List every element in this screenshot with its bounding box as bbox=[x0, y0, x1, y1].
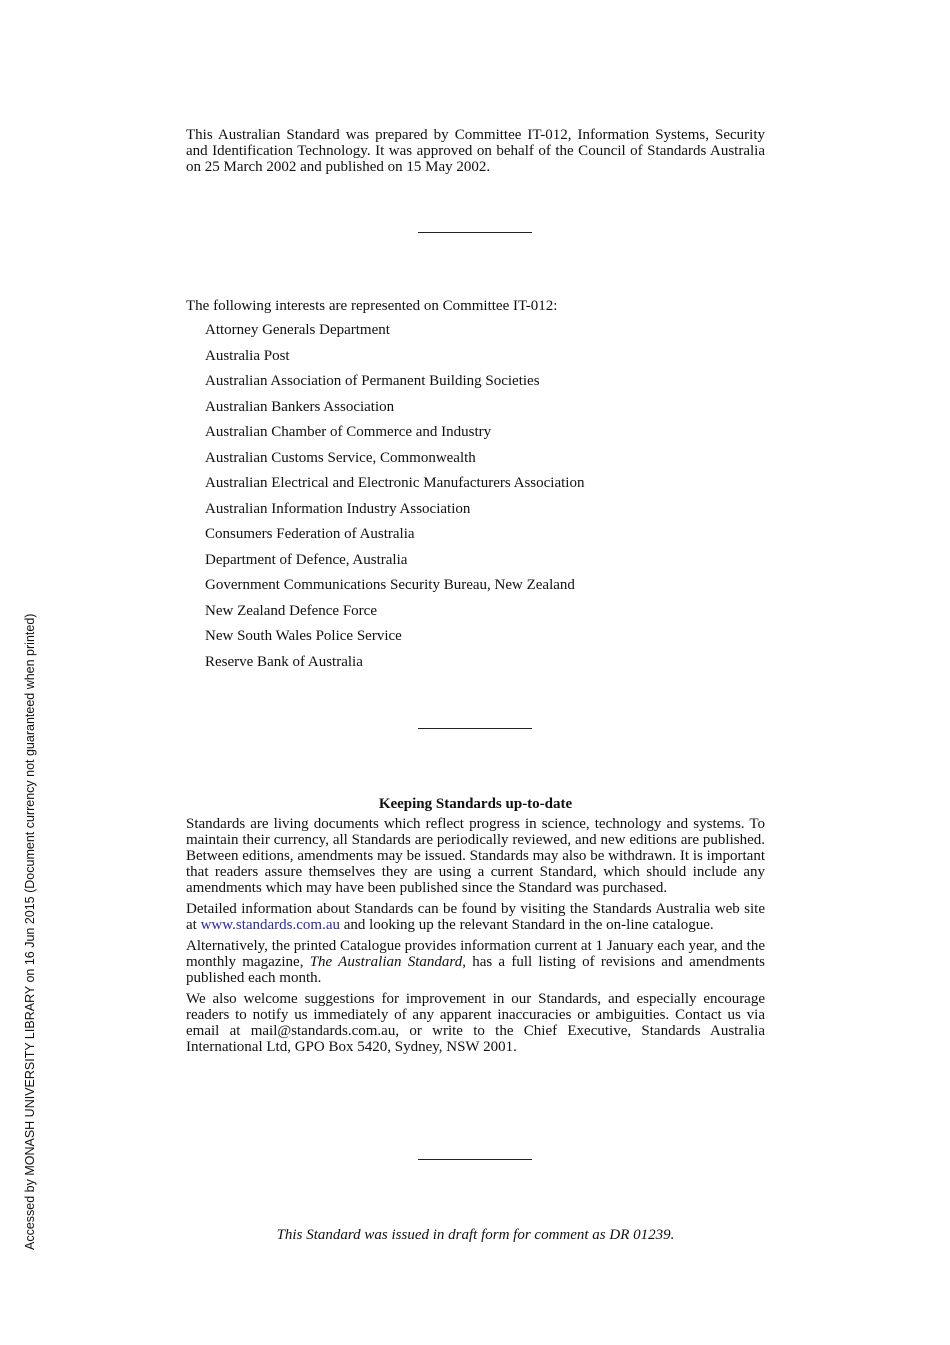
keeping-paragraph-1: Standards are living documents which reflect progress in science, technology and systems. To maintain their currency, all Standards are periodically reviewed, and new editions are published. Between editions, amendments may be issued. Standards may also be withdrawn. It is important that readers assure themselves they are using a current Standard, which should include any amendments which may have been published since the Standard was purchased. bbox=[186, 816, 765, 896]
access-watermark: Accessed by MONASH UNIVERSITY LIBRARY on 16 Jun 2015 (Document currency not guaranteed when printed) bbox=[23, 613, 37, 1250]
list-item: Department of Defence, Australia bbox=[205, 551, 408, 568]
list-item: Government Communications Security Bureau, New Zealand bbox=[205, 577, 575, 593]
list-item: Consumers Federation of Australia bbox=[205, 526, 415, 542]
list-item: Australian Electrical and Electronic Manufacturers Association bbox=[205, 475, 585, 491]
paragraph-text: , has a full listing of revisions and amendments published each month. bbox=[186, 954, 765, 986]
list-item: Reserve Bank of Australia bbox=[205, 653, 363, 670]
list-item: Australian Chamber of Commerce and Industry bbox=[205, 424, 492, 440]
list-item: Attorney Generals Department bbox=[205, 322, 390, 338]
keeping-standards-body bbox=[186, 816, 765, 1060]
paragraph-text: Detailed information about Standards can be found by visiting the Standards Australia web site at bbox=[186, 901, 765, 933]
list-item: Australian Customs Service, Commonwealth bbox=[205, 449, 476, 466]
list-item: Australia Post bbox=[205, 347, 290, 364]
list-item: New Zealand Defence Force bbox=[205, 602, 377, 619]
list-item: New South Wales Police Service bbox=[205, 628, 402, 644]
magazine-title: The Australian Standard bbox=[309, 954, 463, 970]
divider-3 bbox=[418, 1159, 532, 1160]
intro-paragraph: This Australian Standard was prepared by Committee IT-012, Information Systems, Security and Identification Technology. It was approved on behalf of the Council of Standards Australia on 25 March 2002 and published on 15 May 2002. bbox=[186, 127, 765, 175]
list-item: Australian Bankers Association bbox=[205, 398, 395, 415]
divider-2 bbox=[418, 728, 532, 729]
divider-1 bbox=[418, 232, 532, 233]
keeping-paragraph-3 bbox=[186, 938, 765, 986]
list-item: Australian Association of Permanent Building Societies bbox=[205, 373, 540, 389]
standards-website-link[interactable]: www.standards.com.au bbox=[200, 917, 340, 933]
committee-heading: The following interests are represented on Committee IT-012: bbox=[186, 298, 558, 314]
paragraph-text: Alternatively, the printed Catalogue provides information current at 1 January each year, and the monthly magazine, bbox=[186, 938, 765, 970]
committee-members-list bbox=[205, 320, 584, 677]
list-item: Australian Information Industry Association bbox=[205, 500, 471, 517]
keeping-standards-title: Keeping Standards up-to-date bbox=[378, 796, 573, 812]
keeping-paragraph-2 bbox=[186, 901, 765, 933]
keeping-paragraph-4: We also welcome suggestions for improvement in our Standards, and especially encourage readers to notify us immediately of any apparent inaccuracies or ambiguities. Contact us via email at mail@standards.com.au, or write to the Chief Executive, Standards Australia International Ltd, GPO Box 5420, Sydney, NSW 2001. bbox=[186, 991, 765, 1055]
paragraph-text: and looking up the relevant Standard in the on-line catalogue. bbox=[340, 917, 714, 933]
draft-footer: This Standard was issued in draft form for comment as DR 01239. bbox=[276, 1227, 675, 1243]
